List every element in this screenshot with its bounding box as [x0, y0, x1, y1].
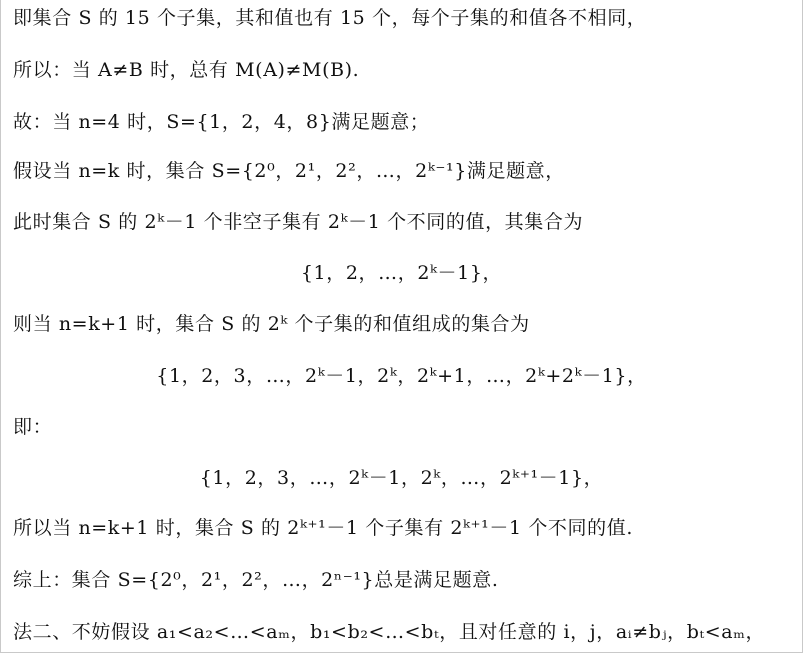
text-line-7: 即： [13, 416, 53, 438]
text-line-10: 法二、不妨假设 a₁<a₂<…<aₘ，b₁<b₂<…<bₜ，且对任意的 i，j，aᵢ≠bⱼ，bₜ<aₘ， [13, 621, 766, 643]
text-line-3: 故：当 n=4 时，S={1，2，4，8}满足题意； [13, 111, 430, 133]
page-bottom-edge [1, 644, 802, 652]
formula-line-2: {1，2，3，…，2ᵏ－1，2ᵏ，2ᵏ+1，…，2ᵏ+2ᵏ－1}， [156, 365, 647, 387]
text-line-5: 此时集合 S 的 2ᵏ－1 个非空子集有 2ᵏ－1 个不同的值，其集合为 [13, 211, 584, 233]
text-line-1: 即集合 S 的 15 个子集，其和值也有 15 个，每个子集的和值各不相同， [13, 7, 647, 29]
formula-line-1: {1，2，…，2ᵏ－1}， [300, 262, 503, 284]
text-line-8: 所以当 n=k+1 时，集合 S 的 2ᵏ⁺¹－1 个子集有 2ᵏ⁺¹－1 个不同的值. [13, 517, 633, 539]
text-line-2: 所以：当 A≠B 时，总有 M(A)≠M(B). [13, 59, 360, 81]
formula-line-3: {1，2，3，…，2ᵏ－1，2ᵏ，…，2ᵏ⁺¹－1}， [199, 467, 604, 489]
text-line-6: 则当 n=k+1 时，集合 S 的 2ᵏ 个子集的和值组成的集合为 [13, 313, 530, 335]
text-line-4: 假设当 n=k 时，集合 S={2⁰，2¹，2²，…，2ᵏ⁻¹}满足题意， [13, 160, 565, 182]
text-line-9: 综上：集合 S={2⁰，2¹，2²，…，2ⁿ⁻¹}总是满足题意. [13, 569, 499, 591]
